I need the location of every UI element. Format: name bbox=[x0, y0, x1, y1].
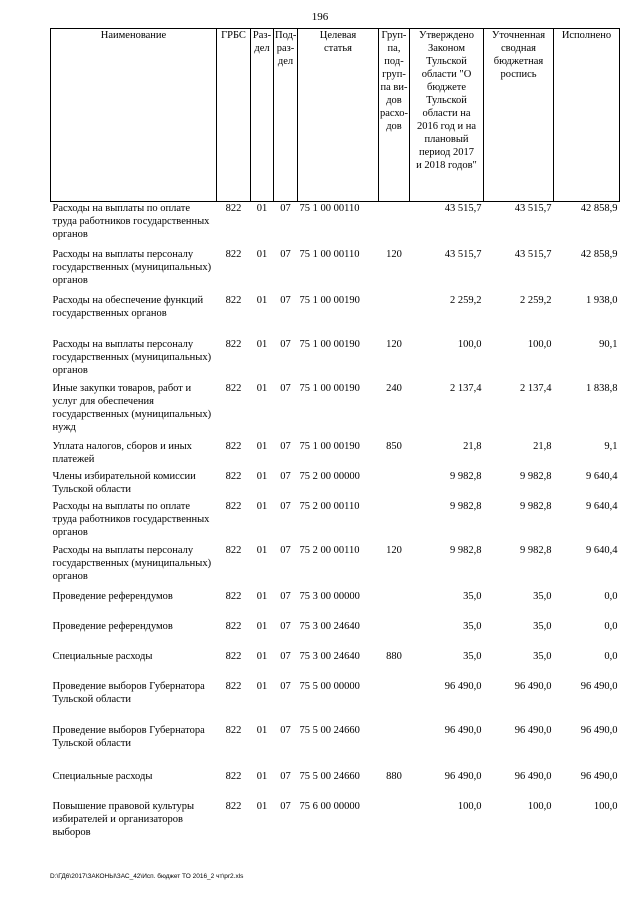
row-refined: 96 490,0 bbox=[514, 724, 552, 736]
row-refined: 100,0 bbox=[527, 800, 552, 812]
table-row bbox=[51, 590, 620, 620]
row-name: Члены избирательной комиссии Тульской области bbox=[52, 470, 196, 495]
page-number: 196 bbox=[311, 11, 329, 23]
row-grbs: 822 bbox=[225, 680, 242, 692]
row-group bbox=[379, 202, 410, 248]
header-razdel: Раз- дел bbox=[251, 29, 274, 202]
row-name: Повышение правовой культуры избирателей и организаторов выборов bbox=[52, 800, 195, 838]
row-executed: 42 858,9 bbox=[580, 203, 618, 214]
row-group bbox=[379, 294, 410, 338]
row-podrazdel: 07 bbox=[280, 470, 291, 482]
row-group bbox=[379, 500, 410, 544]
row-group bbox=[379, 800, 410, 860]
row-group: 120 bbox=[386, 338, 402, 350]
row-grbs: 822 bbox=[225, 248, 242, 260]
row-approved: 21,8 bbox=[463, 440, 482, 452]
row-grbs: 822 bbox=[225, 724, 242, 736]
row-group: 120 bbox=[386, 248, 402, 260]
row-podrazdel: 07 bbox=[280, 440, 291, 452]
row-target: 75 3 00 24640 bbox=[299, 650, 360, 662]
row-grbs: 822 bbox=[225, 500, 242, 512]
row-razdel: 01 bbox=[256, 650, 268, 662]
row-podrazdel: 07 bbox=[280, 203, 291, 214]
row-target: 75 1 00 00190 bbox=[299, 338, 360, 350]
row-target: 75 2 00 00110 bbox=[299, 544, 360, 556]
row-name: Расходы на обеспечение функций государственных органов bbox=[52, 294, 204, 319]
table-row bbox=[51, 680, 620, 724]
row-refined: 9 982,8 bbox=[520, 470, 552, 482]
row-approved: 35,0 bbox=[463, 590, 482, 602]
row-name: Расходы на выплаты персоналу государственных (муниципальных) органов bbox=[52, 338, 212, 376]
table-row bbox=[51, 500, 620, 544]
row-approved: 96 490,0 bbox=[444, 770, 482, 782]
header-approved: Утверждено Законом Тульской области "О бюджете Тульской области на 2016 год и на плановый период 2017 и 2018 годов" bbox=[410, 29, 484, 202]
row-executed: 9,1 bbox=[604, 440, 618, 452]
header-podrazdel: Под- раз- дел bbox=[274, 29, 298, 202]
row-executed: 1 938,0 bbox=[586, 294, 618, 306]
row-approved: 35,0 bbox=[463, 620, 482, 632]
row-target: 75 5 00 24660 bbox=[299, 724, 360, 736]
row-executed: 1 838,8 bbox=[586, 382, 618, 394]
row-executed: 9 640,4 bbox=[586, 544, 618, 556]
header-name: Наименование bbox=[51, 29, 217, 202]
row-grbs: 822 bbox=[225, 338, 242, 350]
row-target: 75 3 00 00000 bbox=[299, 590, 360, 602]
row-podrazdel: 07 bbox=[280, 294, 291, 306]
header-target: Целевая статья bbox=[298, 29, 379, 202]
row-grbs: 822 bbox=[225, 440, 242, 452]
row-refined: 21,8 bbox=[533, 440, 552, 452]
row-name: Проведение выборов Губернатора Тульской области bbox=[52, 724, 205, 749]
row-grbs: 822 bbox=[225, 800, 242, 812]
table-row bbox=[51, 248, 620, 294]
row-group bbox=[379, 724, 410, 770]
header-refined: Уточненная сводная бюджетная роспись bbox=[484, 29, 554, 202]
row-refined: 43 515,7 bbox=[514, 203, 552, 214]
row-razdel: 01 bbox=[256, 800, 268, 812]
row-approved: 96 490,0 bbox=[444, 680, 482, 692]
table-row bbox=[51, 650, 620, 680]
row-razdel: 01 bbox=[256, 620, 268, 632]
row-approved: 100,0 bbox=[457, 338, 482, 350]
row-executed: 0,0 bbox=[604, 620, 618, 632]
row-name: Расходы на выплаты по оплате труда работников государственных органов bbox=[52, 203, 210, 240]
row-refined: 9 982,8 bbox=[520, 500, 552, 512]
table-row bbox=[51, 294, 620, 338]
row-grbs: 822 bbox=[225, 294, 242, 306]
row-target: 75 1 00 00190 bbox=[299, 294, 360, 306]
row-approved: 9 982,8 bbox=[450, 470, 482, 482]
row-approved: 2 259,2 bbox=[450, 294, 482, 306]
row-refined: 96 490,0 bbox=[514, 680, 552, 692]
row-name: Специальные расходы bbox=[52, 770, 153, 782]
row-grbs: 822 bbox=[225, 544, 242, 556]
row-refined: 2 259,2 bbox=[520, 294, 552, 306]
row-target: 75 3 00 24640 bbox=[299, 620, 360, 632]
row-approved: 35,0 bbox=[463, 650, 482, 662]
row-grbs: 822 bbox=[225, 382, 242, 394]
table-row bbox=[51, 800, 620, 860]
row-podrazdel: 07 bbox=[280, 338, 291, 350]
row-name: Проведение референдумов bbox=[52, 590, 173, 602]
row-executed: 90,1 bbox=[599, 338, 618, 350]
row-target: 75 2 00 00000 bbox=[299, 470, 360, 482]
row-group bbox=[379, 680, 410, 724]
row-approved: 9 982,8 bbox=[450, 500, 482, 512]
row-podrazdel: 07 bbox=[280, 544, 291, 556]
row-target: 75 1 00 00190 bbox=[299, 382, 360, 394]
row-executed: 96 490,0 bbox=[580, 770, 618, 782]
row-name: Уплата налогов, сборов и иных платежей bbox=[52, 440, 192, 465]
row-podrazdel: 07 bbox=[280, 800, 291, 812]
row-grbs: 822 bbox=[225, 203, 242, 214]
row-razdel: 01 bbox=[256, 203, 268, 214]
row-approved: 43 515,7 bbox=[444, 248, 482, 260]
row-name: Расходы на выплаты персоналу государственных (муниципальных) органов bbox=[52, 544, 212, 582]
table-row bbox=[51, 544, 620, 590]
row-group bbox=[379, 590, 410, 620]
row-target: 75 5 00 24660 bbox=[299, 770, 360, 782]
row-refined: 35,0 bbox=[533, 620, 552, 632]
row-razdel: 01 bbox=[256, 440, 268, 452]
row-target: 75 2 00 00110 bbox=[299, 500, 360, 512]
row-razdel: 01 bbox=[256, 248, 268, 260]
row-grbs: 822 bbox=[225, 470, 242, 482]
row-executed: 100,0 bbox=[593, 800, 618, 812]
row-refined: 96 490,0 bbox=[514, 770, 552, 782]
row-target: 75 5 00 00000 bbox=[299, 680, 360, 692]
row-target: 75 1 00 00110 bbox=[299, 203, 360, 214]
row-razdel: 01 bbox=[256, 590, 268, 602]
row-executed: 0,0 bbox=[604, 590, 618, 602]
row-grbs: 822 bbox=[225, 590, 242, 602]
row-name: Проведение референдумов bbox=[52, 620, 173, 632]
row-approved: 96 490,0 bbox=[444, 724, 482, 736]
row-podrazdel: 07 bbox=[280, 650, 291, 662]
row-group: 880 bbox=[386, 650, 402, 662]
row-razdel: 01 bbox=[256, 470, 268, 482]
row-group: 240 bbox=[386, 382, 402, 394]
row-refined: 100,0 bbox=[527, 338, 552, 350]
row-group: 850 bbox=[386, 440, 402, 452]
row-razdel: 01 bbox=[256, 680, 268, 692]
file-path-footer: D:\ГД6\2017\ЗАКОНЫ\ЗАС_42\Исп. бюджет ТО 2016_2 чт\pr2.xls bbox=[50, 873, 244, 880]
table-header bbox=[51, 29, 620, 202]
row-razdel: 01 bbox=[256, 294, 268, 306]
table-row bbox=[51, 440, 620, 470]
row-name: Расходы на выплаты персоналу государственных (муниципальных) органов bbox=[52, 248, 212, 286]
table-row bbox=[51, 382, 620, 440]
row-razdel: 01 bbox=[256, 544, 268, 556]
row-name: Специальные расходы bbox=[52, 650, 153, 662]
row-razdel: 01 bbox=[256, 500, 268, 512]
row-grbs: 822 bbox=[225, 620, 242, 632]
row-executed: 96 490,0 bbox=[580, 724, 618, 736]
row-approved: 2 137,4 bbox=[450, 382, 482, 394]
table-row bbox=[51, 770, 620, 800]
row-razdel: 01 bbox=[256, 724, 268, 736]
table-row bbox=[51, 202, 620, 248]
row-podrazdel: 07 bbox=[280, 724, 291, 736]
row-podrazdel: 07 bbox=[280, 500, 291, 512]
row-grbs: 822 bbox=[225, 770, 242, 782]
row-group bbox=[379, 620, 410, 650]
row-refined: 43 515,7 bbox=[514, 248, 552, 260]
row-target: 75 6 00 00000 bbox=[299, 800, 360, 812]
row-executed: 42 858,9 bbox=[580, 248, 618, 260]
row-name: Проведение выборов Губернатора Тульской области bbox=[52, 680, 205, 705]
row-razdel: 01 bbox=[256, 338, 268, 350]
row-target: 75 1 00 00110 bbox=[299, 248, 360, 260]
row-group: 120 bbox=[386, 544, 402, 556]
row-grbs: 822 bbox=[225, 650, 242, 662]
row-podrazdel: 07 bbox=[280, 620, 291, 632]
row-group bbox=[379, 470, 410, 500]
row-group: 880 bbox=[386, 770, 402, 782]
budget-table bbox=[50, 28, 620, 860]
row-podrazdel: 07 bbox=[280, 382, 291, 394]
row-approved: 9 982,8 bbox=[450, 544, 482, 556]
row-target: 75 1 00 00190 bbox=[299, 440, 360, 452]
table-row bbox=[51, 470, 620, 500]
row-executed: 0,0 bbox=[604, 650, 618, 662]
row-razdel: 01 bbox=[256, 770, 268, 782]
table-row bbox=[51, 724, 620, 770]
row-approved: 43 515,7 bbox=[444, 203, 482, 214]
row-refined: 35,0 bbox=[533, 590, 552, 602]
row-podrazdel: 07 bbox=[280, 590, 291, 602]
row-podrazdel: 07 bbox=[280, 248, 291, 260]
table-row bbox=[51, 620, 620, 650]
row-refined: 9 982,8 bbox=[520, 544, 552, 556]
table-row bbox=[51, 338, 620, 382]
row-name: Расходы на выплаты по оплате труда работников государственных органов bbox=[52, 500, 210, 538]
row-executed: 9 640,4 bbox=[586, 500, 618, 512]
row-podrazdel: 07 bbox=[280, 680, 291, 692]
row-executed: 96 490,0 bbox=[580, 680, 618, 692]
header-executed: Исполнено bbox=[554, 29, 620, 202]
row-name: Иные закупки товаров, работ и услуг для обеспечения государственных (муниципальных) нужд bbox=[52, 382, 212, 433]
row-refined: 35,0 bbox=[533, 650, 552, 662]
header-group: Груп- па, под- груп- па ви- дов расхо- дов bbox=[379, 29, 410, 202]
row-razdel: 01 bbox=[256, 382, 268, 394]
row-approved: 100,0 bbox=[457, 800, 482, 812]
row-refined: 2 137,4 bbox=[520, 382, 552, 394]
row-podrazdel: 07 bbox=[280, 770, 291, 782]
header-grbs: ГРБС bbox=[217, 29, 251, 202]
row-executed: 9 640,4 bbox=[586, 470, 618, 482]
